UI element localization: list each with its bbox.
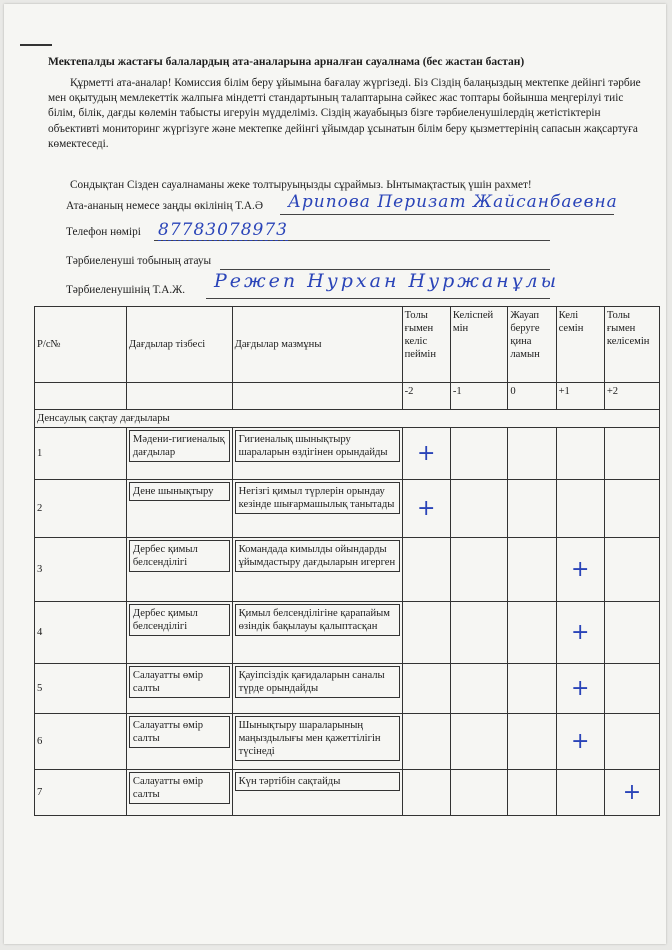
rating-cell[interactable]	[604, 428, 659, 480]
row-number: 4	[35, 602, 127, 664]
rating-cell[interactable]	[402, 602, 450, 664]
rating-cell[interactable]	[556, 664, 604, 714]
header-strongly-agree: Толы ғымен келісемін	[604, 307, 659, 383]
rating-cell[interactable]	[450, 770, 507, 816]
header-strongly-disagree: Толы ғымен келіс пеймін	[402, 307, 450, 383]
row-skill-label: Мәдени-гигиеналық дағдылар	[129, 430, 230, 462]
row-skill	[126, 428, 232, 480]
rating-cell[interactable]	[604, 664, 659, 714]
row-content-label: Қимыл белсенділігіне қарапайым өзіндік бақылауы қалыптасқан	[235, 604, 400, 636]
row-number: 3	[35, 538, 127, 602]
rating-cell[interactable]	[450, 538, 507, 602]
row-number: 7	[35, 770, 127, 816]
page-title: Мектепалды жастағы балалардың ата-аналарына арналған сауалнама (бес жастан бастан)	[48, 56, 525, 68]
checkmark-plus: +	[417, 495, 436, 521]
rating-cell[interactable]	[450, 428, 507, 480]
rating-cell[interactable]	[402, 664, 450, 714]
intro-paragraph: Құрметті ата-аналар! Комиссия білім беру ұйымына бағалау жүргізеді. Біз Сіздің балаңыздың мектепке дейінгі тәрбие мен оқытудың мемлекеттік жалпыға міндетті стандартының талаптарына сәйкес жас топтары бойынша меңгерілуі тиіс білім, білік, дағды көлемін табысты игеруін мүдделіміз. Сіздің жауабыңыз бізге тәрбиеленушілердің жетістіктерін объективті мониторинг жүргізуге және мектепке дейінгі ұйымдар ұсынатын білім беру қызметтерінің сапасын жақсартуға көмектеседі.	[48, 77, 641, 150]
header-undecided: Жауап беруге қина ламын	[508, 307, 556, 383]
rating-cell[interactable]	[604, 538, 659, 602]
header-num: Р/с№	[35, 307, 127, 383]
rating-cell[interactable]	[508, 480, 556, 538]
row-content-label: Шынықтыру шараларының маңыздылығы мен қажеттілігін түсінеді	[235, 716, 400, 761]
row-content-label: Күн тәртібін сақтайды	[235, 772, 400, 791]
rating-cell[interactable]	[556, 714, 604, 770]
row-skill	[126, 602, 232, 664]
rating-cell[interactable]	[508, 428, 556, 480]
rating-cell[interactable]	[508, 714, 556, 770]
score-minus-1: -1	[450, 383, 507, 410]
checkmark-plus: +	[570, 675, 590, 701]
checkmark-plus: +	[622, 779, 642, 805]
row-content-label: Командада кимылды ойындарды ұйымдастыру дағдыларын игерген	[235, 540, 400, 572]
row-content-label: Қауіпсіздік қағидаларын саналы түрде орындайды	[235, 666, 400, 698]
header-agree: Келі семін	[556, 307, 604, 383]
header-content: Дағдылар мазмұны	[232, 307, 402, 383]
table-row	[35, 714, 660, 770]
table-row	[35, 428, 660, 480]
top-dash-mark	[20, 44, 52, 46]
row-number: 2	[35, 480, 127, 538]
score-zero: 0	[508, 383, 556, 410]
row-skill-label: Дене шынықтыру	[129, 482, 230, 501]
header-skills: Дағдылар тізбесі	[126, 307, 232, 383]
row-content-label: Гигиеналық шынықтыру шараларын өздігінен орындайды	[235, 430, 400, 462]
row-skill	[126, 538, 232, 602]
rating-cell[interactable]	[402, 770, 450, 816]
rating-cell[interactable]	[450, 714, 507, 770]
score-empty	[232, 383, 402, 410]
rating-cell[interactable]	[604, 770, 659, 816]
score-empty	[126, 383, 232, 410]
survey-page	[4, 4, 666, 944]
rating-cell[interactable]	[556, 538, 604, 602]
parent-name-line	[280, 214, 614, 215]
rating-cell[interactable]	[556, 428, 604, 480]
header-disagree: Келіспей мін	[450, 307, 507, 383]
row-content	[232, 428, 402, 480]
row-skill-label: Дербес қимыл белсенділігі	[129, 604, 230, 636]
rating-cell[interactable]	[508, 538, 556, 602]
checkmark-plus: +	[570, 619, 590, 645]
rating-cell[interactable]	[556, 480, 604, 538]
rating-cell[interactable]	[508, 770, 556, 816]
row-content	[232, 538, 402, 602]
table-row	[35, 480, 660, 538]
row-number: 1	[35, 428, 127, 480]
rating-cell[interactable]	[508, 664, 556, 714]
rating-cell[interactable]	[604, 602, 659, 664]
table-rows	[35, 428, 660, 816]
phone-value[interactable]: 87783078973	[158, 220, 288, 240]
checkmark-plus: +	[417, 440, 436, 466]
table-row	[35, 770, 660, 816]
rating-cell[interactable]	[402, 480, 450, 538]
thanks-paragraph: Сондықтан Сізден сауалнаманы жеке толтыруыңызды сұраймыз. Ынтымақтастық үшін рахмет!	[70, 179, 532, 191]
row-content	[232, 602, 402, 664]
child-name-label: Тәрбиеленушінің Т.А.Ж.	[66, 284, 186, 296]
row-content	[232, 714, 402, 770]
row-content	[232, 480, 402, 538]
rating-cell[interactable]	[556, 602, 604, 664]
rating-cell[interactable]	[556, 770, 604, 816]
rating-cell[interactable]	[402, 538, 450, 602]
row-skill-label: Салауатты өмір салты	[129, 666, 230, 698]
rating-cell[interactable]	[508, 602, 556, 664]
row-content	[232, 770, 402, 816]
rating-cell[interactable]	[604, 714, 659, 770]
table-row	[35, 602, 660, 664]
rating-cell[interactable]	[402, 714, 450, 770]
row-number: 6	[35, 714, 127, 770]
group-label: Тәрбиеленуші тобының атауы	[66, 255, 212, 267]
skills-table	[34, 306, 660, 816]
row-skill	[126, 664, 232, 714]
row-skill-label: Салауатты өмір салты	[129, 772, 230, 804]
rating-cell[interactable]	[604, 480, 659, 538]
row-content-label: Негізгі қимыл түрлерін орындау кезінде шығармашылық танытады	[235, 482, 400, 514]
row-skill	[126, 770, 232, 816]
row-number: 5	[35, 664, 127, 714]
checkmark-plus: +	[570, 556, 590, 582]
phone-label: Телефон нөмірі	[66, 226, 141, 238]
parent-name-label: Ата-ананың немесе заңды өкілінің Т.А.Ә	[66, 200, 264, 212]
row-skill-label: Салауатты өмір салты	[129, 716, 230, 748]
row-skill	[126, 714, 232, 770]
child-name-value[interactable]: Режеп Нурхан Нуржанұлы	[214, 270, 560, 292]
rating-cell[interactable]	[402, 428, 450, 480]
row-skill	[126, 480, 232, 538]
row-skill-label: Дербес қимыл белсенділігі	[129, 540, 230, 572]
score-empty	[35, 383, 127, 410]
table-row	[35, 664, 660, 714]
parent-name-value[interactable]: Арипова Перизат Жайсанбаевна	[288, 192, 618, 212]
checkmark-plus: +	[570, 728, 590, 754]
row-content	[232, 664, 402, 714]
rating-cell[interactable]	[450, 480, 507, 538]
score-plus-2: +2	[604, 383, 659, 410]
score-plus-1: +1	[556, 383, 604, 410]
score-minus-2: -2	[402, 383, 450, 410]
section-title: Денсаулық сақтау дағдылары	[35, 410, 660, 428]
rating-cell[interactable]	[450, 664, 507, 714]
child-name-line	[206, 298, 550, 299]
rating-cell[interactable]	[450, 602, 507, 664]
table-row	[35, 538, 660, 602]
